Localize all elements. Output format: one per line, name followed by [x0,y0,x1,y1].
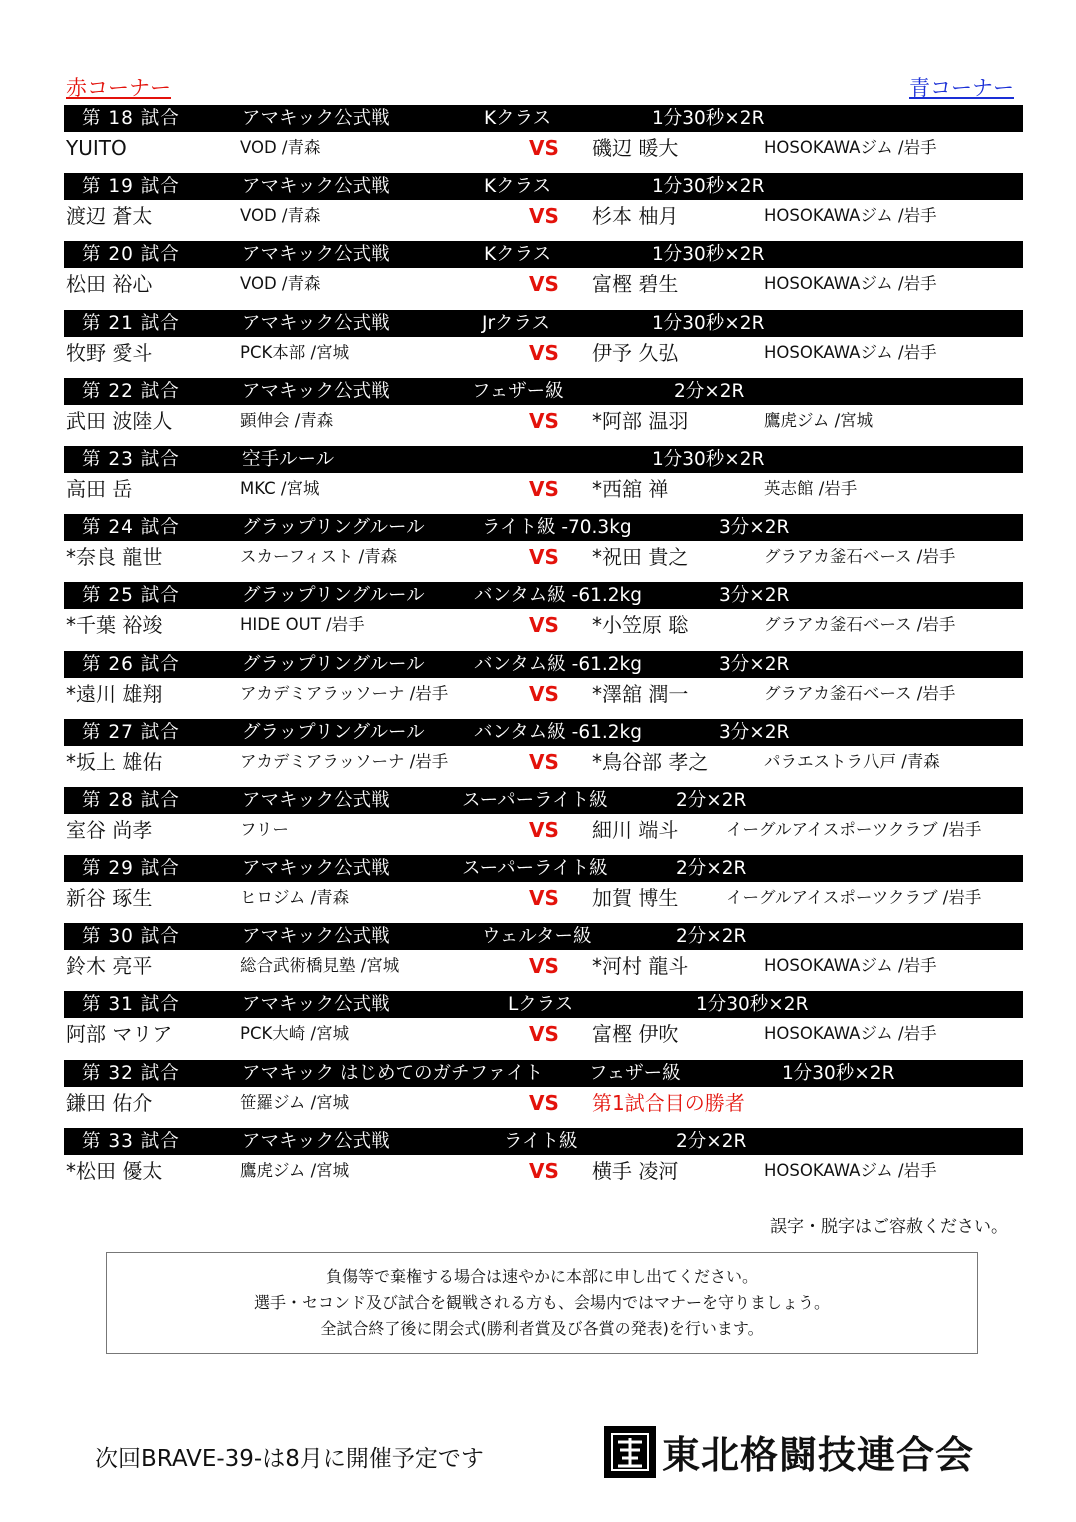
bout-number: 第 28 試合 [82,789,180,811]
vs-label: VS [529,681,559,706]
bout-matchup [64,542,1023,572]
bout-class: フェザー級 [589,1062,681,1084]
bout-time: 1分30秒×2R [652,176,765,198]
bout [64,855,1023,923]
bout-number: 第 18 試合 [82,108,180,129]
bout-number: 第 24 試合 [82,517,180,539]
red-fighter-team: スカーフィスト /青森 [240,547,398,567]
red-fighter-name: *奈良 龍世 [66,545,163,570]
blue-fighter-name: *小笠原 聡 [592,613,689,638]
blue-fighter-team: HOSOKAWAジム /岩手 [764,274,937,294]
bout [64,105,1023,173]
bout-number: 第 33 試合 [82,1130,180,1152]
blue-fighter-team: HOSOKAWAジム /岩手 [764,342,937,362]
bout-header [64,446,1023,473]
bout-time: 3分×2R [719,517,790,539]
blue-fighter-team: パラエストラ八戸 /青森 [764,751,940,771]
vs-label: VS [529,272,559,297]
red-fighter-team: アカデミアラッソーナ /岩手 [240,751,449,771]
bout-number: 第 19 試合 [82,176,180,198]
bout-header [64,787,1023,814]
vs-label: VS [529,545,559,570]
red-fighter-team: 総合武術橋見塾 /宮城 [240,956,400,976]
bout-rule: アマキック公式戦 [242,244,390,266]
bout-number: 第 25 試合 [82,585,180,607]
red-corner-label: 赤コーナー [66,76,171,100]
bout [64,719,1023,787]
bout [64,173,1023,241]
bout-number: 第 22 試合 [82,380,180,402]
red-fighter-name: 牧野 愛斗 [66,340,153,365]
blue-fighter-name: 杉本 柚月 [592,204,679,229]
bout-time: 2分×2R [676,789,747,811]
bout-class: Kクラス [484,108,552,129]
bout-header [64,582,1023,609]
bout-number: 第 29 試合 [82,858,180,880]
blue-fighter-name: 細川 端斗 [592,817,679,842]
bout-number: 第 20 試合 [82,244,180,266]
bout-header [64,310,1023,337]
bout-rule: アマキック はじめてのガチファイト [242,1062,544,1084]
org-name: 東北格闘技連合会 [662,1433,975,1477]
vs-label: VS [529,408,559,433]
notice-line: 選手・セコンド及び試合を観戦される方も、会場内ではマナーを守りましょう。 [253,1293,830,1312]
vs-label: VS [529,749,559,774]
errata-note: 誤字・脱字はご容赦ください。 [770,1217,1008,1237]
blue-fighter-name: 横手 凌河 [592,1158,679,1183]
red-fighter-name: 高田 岳 [66,476,133,501]
red-fighter-name: *遠川 雄翔 [66,681,163,706]
bout-header [64,923,1023,950]
bout-class: Jrクラス [482,312,551,334]
bout [64,514,1023,582]
bout [64,310,1023,378]
bout-header [64,173,1023,200]
bout-number: 第 27 試合 [82,721,180,743]
bout-header [64,855,1023,882]
bout-rule: グラップリングルール [242,585,425,607]
notice-line: 負傷等で棄権する場合は速やかに本部に申し出てください。 [325,1267,758,1286]
bout-rule: アマキック公式戦 [242,789,390,811]
red-fighter-team: 笹羅ジム /宮城 [240,1092,350,1112]
bout-matchup [64,338,1023,368]
red-fighter-name: 新谷 琢生 [66,886,153,911]
blue-fighter-name: 富樫 碧生 [592,272,679,297]
bout-header [64,105,1023,132]
vs-label: VS [529,1022,559,1047]
bout-rule: アマキック公式戦 [242,1130,390,1152]
next-event-text: 次回BRAVE-39-は8月に開催予定です [95,1446,484,1472]
red-fighter-name: 鈴木 亮平 [66,954,153,979]
bout-number: 第 21 試合 [82,312,180,334]
bout-matchup [64,201,1023,231]
red-fighter-team: 顕伸会 /青森 [240,410,334,430]
bout-header [64,719,1023,746]
red-fighter-team: MKC /宮城 [240,478,320,498]
bout-rule: アマキック公式戦 [242,312,390,334]
blue-fighter-name: *阿部 温羽 [592,408,689,433]
blue-fighter-team: 鷹虎ジム /宮城 [764,410,874,430]
blue-fighter-team: グラアカ釜石ベース /岩手 [764,615,956,635]
bout-class: ウェルター級 [482,926,592,948]
red-fighter-name: 渡辺 蒼太 [66,204,153,229]
bout-time: 1分30秒×2R [652,244,765,266]
red-fighter-team: ヒロジム /青森 [240,888,350,908]
bout-class: ライト級 [504,1130,578,1152]
bout-rule: 空手ルール [242,448,335,470]
vs-label: VS [529,954,559,979]
blue-fighter-name: *祝田 貴之 [592,545,689,570]
bout-time: 2分×2R [676,858,747,880]
red-fighter-name: 阿部 マリア [66,1022,173,1047]
vs-label: VS [529,613,559,638]
red-fighter-name: *坂上 雄佑 [66,749,163,774]
bout-rule: グラップリングルール [242,653,425,675]
vs-label: VS [529,1158,559,1183]
bout-time: 1分30秒×2R [782,1062,895,1084]
bout-time: 3分×2R [719,721,790,743]
vs-label: VS [529,476,559,501]
blue-fighter-name: *鳥谷部 孝之 [592,749,709,774]
blue-fighter-name: *河村 龍斗 [592,954,689,979]
bout-class: Kクラス [484,176,552,198]
vs-label: VS [529,1090,559,1115]
bout-number: 第 31 試合 [82,994,180,1016]
vs-label: VS [529,817,559,842]
red-fighter-name: 松田 裕心 [66,272,153,297]
bout-matchup [64,747,1023,777]
bout-time: 3分×2R [719,585,790,607]
red-fighter-team: VOD /青森 [240,138,321,157]
red-fighter-name: 室谷 尚孝 [66,817,153,842]
red-fighter-name: 鎌田 佑介 [66,1090,153,1115]
bout [64,991,1023,1059]
bout-rule: アマキック公式戦 [242,858,390,880]
blue-fighter-team: グラアカ釜石ベース /岩手 [764,683,956,703]
bout [64,241,1023,309]
bout-matchup [64,269,1023,299]
bout-header [64,241,1023,268]
bout-class: Lクラス [508,994,574,1016]
bout-header [64,514,1023,541]
bout-class: スーパーライト級 [462,858,608,880]
vs-label: VS [529,136,559,160]
bout-class: フェザー級 [472,380,564,402]
blue-fighter-team: HOSOKAWAジム /岩手 [764,206,937,226]
red-fighter-name: *松田 優太 [66,1158,163,1183]
bout-matchup [64,951,1023,981]
blue-fighter-name: *西舘 禅 [592,476,669,501]
bout-header [64,1128,1023,1155]
bout-rule: アマキック公式戦 [242,108,390,129]
bout-rule: グラップリングルール [242,517,425,539]
bout-class: スーパーライト級 [462,789,608,811]
red-fighter-team: アカデミアラッソーナ /岩手 [240,683,449,703]
bout-matchup [64,1019,1023,1049]
bout [64,1128,1023,1196]
bout-time: 1分30秒×2R [652,108,765,129]
bout [64,1060,1023,1128]
bout-matchup [64,610,1023,640]
bout-number: 第 26 試合 [82,653,180,675]
bout [64,923,1023,991]
bout-rule: アマキック公式戦 [242,994,390,1016]
red-fighter-team: HIDE OUT /岩手 [240,615,365,635]
bout [64,651,1023,719]
bout [64,582,1023,650]
bout-matchup [64,679,1023,709]
bout-number: 第 32 試合 [82,1062,180,1084]
bout-time: 1分30秒×2R [652,312,765,334]
red-fighter-name: 武田 波陸人 [66,408,173,433]
bout-header [64,1060,1023,1087]
bout-time: 1分30秒×2R [652,448,765,470]
bout-number: 第 23 試合 [82,448,180,470]
red-fighter-name: YUITO [66,136,127,160]
vs-label: VS [529,886,559,911]
blue-fighter-name: 第1試合目の勝者 [592,1090,745,1115]
blue-fighter-team: HOSOKAWAジム /岩手 [764,1160,937,1180]
bout-time: 2分×2R [676,926,747,948]
bout-class: バンタム級 -61.2kg [474,585,642,607]
bout-matchup [64,406,1023,436]
bout-rule: アマキック公式戦 [242,176,390,198]
org-logo [604,1424,974,1479]
blue-fighter-name: 富樫 伊吹 [592,1022,679,1047]
bout-matchup [64,815,1023,845]
bout-header [64,651,1023,678]
bout-matchup [64,1156,1023,1186]
bout-time: 3分×2R [719,653,790,675]
red-fighter-team: フリー [240,819,289,839]
bout-list [64,105,1023,1196]
blue-fighter-team: 英志館 /岩手 [764,478,858,498]
bout [64,378,1023,446]
bout [64,787,1023,855]
bout-class: バンタム級 -61.2kg [474,653,642,675]
bout-rule: グラップリングルール [242,721,425,743]
bout-time: 1分30秒×2R [696,994,809,1016]
blue-fighter-name: 加賀 博生 [592,886,679,911]
bout-time: 2分×2R [676,1130,747,1152]
red-fighter-name: *千葉 裕竣 [66,613,163,638]
red-fighter-team: PCK大崎 /宮城 [240,1024,350,1044]
bout-class: ライト級 -70.3kg [482,517,632,539]
bout [64,446,1023,514]
bout-time: 2分×2R [674,380,745,402]
blue-fighter-name: 伊予 久弘 [592,340,679,365]
vs-label: VS [529,340,559,365]
red-fighter-team: 鷹虎ジム /宮城 [240,1160,350,1180]
blue-corner-label: 青コーナー [909,76,1014,100]
bout-class: バンタム級 -61.2kg [474,721,642,743]
bout-rule: アマキック公式戦 [242,380,390,402]
red-fighter-team: VOD /青森 [240,274,321,294]
blue-fighter-team: グラアカ釜石ベース /岩手 [764,547,956,567]
bout-matchup [64,133,1023,163]
bout-matchup [64,1088,1023,1118]
vs-label: VS [529,204,559,229]
notice-line: 全試合終了後に閉会式(勝利者賞及び各賞の発表)を行います。 [320,1319,764,1338]
blue-fighter-team: イーグルアイスポーツクラブ /岩手 [726,888,982,908]
bout-matchup [64,474,1023,504]
red-fighter-team: VOD /青森 [240,206,321,226]
bout-class: Kクラス [484,244,552,266]
red-fighter-team: PCK本部 /宮城 [240,342,350,362]
blue-fighter-team: HOSOKAWAジム /岩手 [764,1024,937,1044]
blue-fighter-name: 磯辺 暖大 [592,136,679,160]
blue-fighter-team: イーグルアイスポーツクラブ /岩手 [726,819,982,839]
blue-fighter-team: HOSOKAWAジム /岩手 [764,956,937,976]
bout-header [64,378,1023,405]
blue-fighter-team: HOSOKAWAジム /岩手 [764,138,937,157]
notice-box [106,1252,978,1354]
dojo-emblem-icon [604,1426,656,1478]
bout-matchup [64,883,1023,913]
bout-number: 第 30 試合 [82,926,180,948]
blue-fighter-name: *澤舘 潤一 [592,681,689,706]
bout-rule: アマキック公式戦 [242,926,390,948]
bout-header [64,991,1023,1018]
